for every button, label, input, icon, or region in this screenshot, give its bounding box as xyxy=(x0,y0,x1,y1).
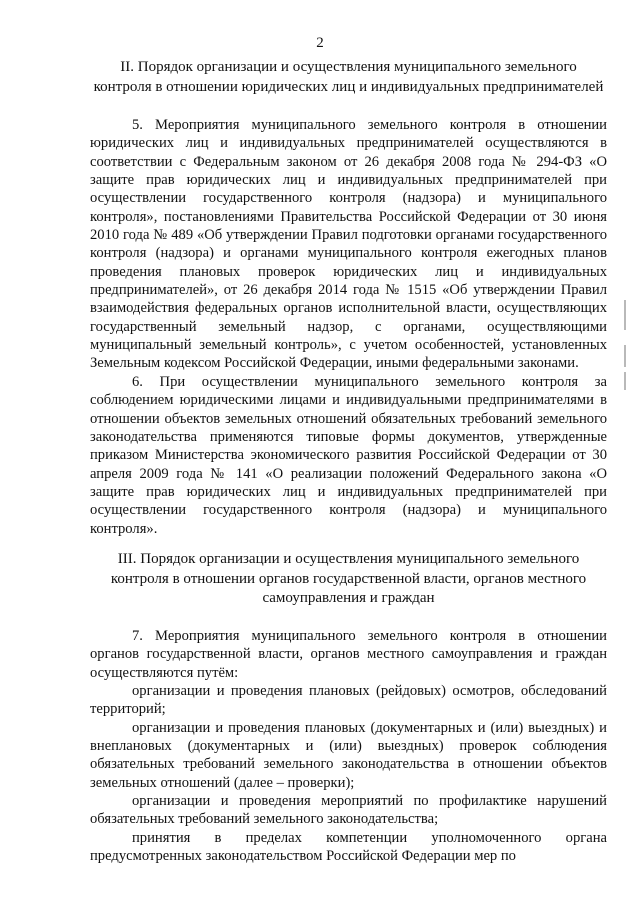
section-3-heading-line-2: контроля в отношении органов государственной власти, органов местного xyxy=(110,570,587,587)
paragraph-7: 7. Мероприятия муниципального земельного контроля в отношении органов государственной власти, органов местного самоуправления и граждан осуществляются путём: xyxy=(90,628,607,681)
section-2-heading-line-1: II. Порядок организации и осуществления муниципального земельного xyxy=(120,59,577,75)
section-2-heading xyxy=(90,58,607,97)
section-3-heading xyxy=(90,550,607,609)
section-2-heading-line-2: контроля в отношении юридических лиц и индивидуальных предпринимателей xyxy=(93,78,604,95)
section-2-body xyxy=(90,116,607,538)
section-3-heading-line-3: самоуправления и граждан xyxy=(262,590,435,606)
section-3-heading-line-1: III. Порядок организации и осуществления муниципального земельного xyxy=(117,551,580,567)
paragraph-6: 6. При осуществлении муниципального земельного контроля за соблюдением юридическими лицами и индивидуальными предпринимателями в отношении объектов земельных отношений обязательных требований земельного законодательства применяются типовые формы документов, утвержденные приказом Министерства экономического развития Российской Федерации от 30 апреля 2009 года № 141 «О реализации положений Федерального закона «О защите прав юридических лиц и индивидуальных предпринимателей при осуществлении государственного контроля (надзора) и муниципального контроля». xyxy=(90,373,607,537)
page-number: 2 xyxy=(316,35,324,51)
list-item-prevention: организации и проведения мероприятий по профилактике нарушений обязательных требований земельного законодательства; xyxy=(90,793,607,828)
list-item-measures: принятия в пределах компетенции уполномоченного органа предусмотренных законодательством Российской Федерации мер по xyxy=(90,829,607,865)
list-item-inspections-territories: организации и проведения плановых (рейдовых) осмотров, обследований территорий; xyxy=(90,683,607,718)
list-item-planned-checks: организации и проведения плановых (документарных и (или) выездных) и внеплановых (документарных и (или) выездных) проверок соблюдения обязательных требований земельного законодательства в отношении объектов земельных отношений (далее – проверки); xyxy=(90,719,607,791)
paragraph-5: 5. Мероприятия муниципального земельного контроля в отношении юридических лиц и индивидуальных предпринимателей осуществляются в соответствии с Федеральным законом от 26 декабря 2008 года № 294-ФЗ «О защите прав юридических лиц и индивидуальных предпринимателей при осуществлении государственного контроля (надзора) и муниципального контроля», постановлениями Правительства Российской Федерации от 30 июня 2010 года № 489 «Об утверждении Правил подготовки органами государственного контроля (надзора) и органами муниципального контроля ежегодных планов проведения плановых проверок юридических лиц и индивидуальных предпринимателей», от 26 декабря 2014 года № 1515 «Об утверждении Правил взаимодействия федеральных органов исполнительной власти, осуществляющих государственный земельный надзор, с органами, осуществляющими муниципальный земельный контроль», с учетом особенностей, установленных Земельным кодексом Российской Федерации, иными федеральными законами. xyxy=(90,117,607,372)
scan-margin-artifact xyxy=(624,0,634,905)
section-3-body xyxy=(90,627,607,865)
